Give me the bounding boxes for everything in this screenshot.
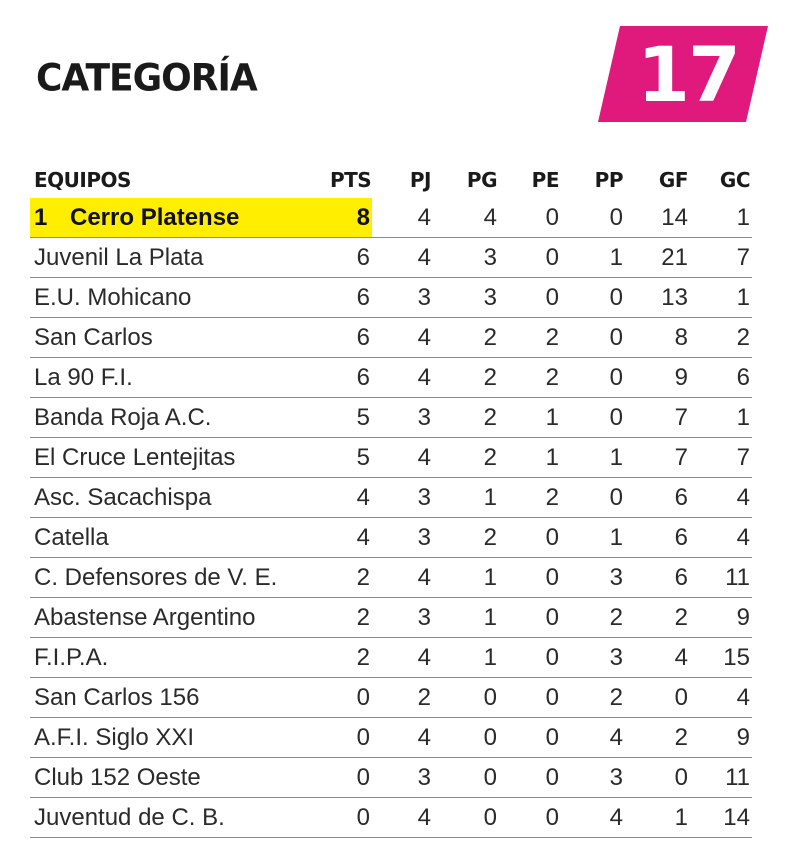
team-name: Juventud de C. B. [34, 803, 225, 831]
pj-cell: 3 [372, 518, 433, 558]
gf-cell: 7 [625, 438, 690, 478]
column-header-pg: PG [466, 168, 497, 192]
pj-cell: 4 [372, 798, 433, 838]
pg-cell: 1 [433, 638, 499, 678]
gf-cell: 14 [625, 198, 690, 238]
pg-cell: 2 [433, 438, 499, 478]
table-row [30, 598, 752, 638]
team-name-cell [30, 278, 330, 318]
team-name: La 90 F.I. [34, 363, 133, 391]
pe-cell: 0 [499, 718, 561, 758]
gc-cell: 9 [690, 598, 752, 638]
gc-cell: 2 [690, 318, 752, 358]
pe-cell: 0 [499, 798, 561, 838]
gf-cell: 21 [625, 238, 690, 278]
pts-cell: 2 [330, 598, 372, 638]
pj-cell: 3 [372, 398, 433, 438]
table-row [30, 478, 752, 518]
pe-cell: 1 [499, 438, 561, 478]
gf-cell: 8 [625, 318, 690, 358]
gc-cell: 7 [690, 438, 752, 478]
team-name: A.F.I. Siglo XXI [34, 723, 195, 751]
team-name: F.I.P.A. [34, 643, 109, 671]
pp-cell: 4 [561, 718, 625, 758]
pg-cell: 0 [433, 758, 499, 798]
gc-cell: 1 [690, 198, 752, 238]
pj-cell: 3 [372, 278, 433, 318]
pts-cell: 6 [330, 238, 372, 278]
gf-cell: 0 [625, 758, 690, 798]
pg-cell: 1 [433, 558, 499, 598]
team-name: San Carlos [34, 323, 153, 351]
pe-cell: 2 [499, 358, 561, 398]
gf-cell: 4 [625, 638, 690, 678]
pts-cell: 6 [330, 278, 372, 318]
pg-cell: 2 [433, 398, 499, 438]
column-header-gf: GF [658, 168, 688, 192]
pj-cell: 3 [372, 478, 433, 518]
team-name-cell [30, 638, 330, 678]
pts-cell: 6 [330, 358, 372, 398]
team-name: E.U. Mohicano [34, 283, 192, 311]
pe-cell: 0 [499, 558, 561, 598]
pg-cell: 1 [433, 598, 499, 638]
team-name: Cerro Platense [70, 203, 240, 231]
team-name-cell [30, 718, 330, 758]
pg-cell: 1 [433, 478, 499, 518]
pg-cell: 0 [433, 678, 499, 718]
pj-cell: 2 [372, 678, 433, 718]
pe-cell: 0 [499, 278, 561, 318]
pg-cell: 2 [433, 318, 499, 358]
pp-cell: 1 [561, 438, 625, 478]
pts-cell: 0 [330, 798, 372, 838]
team-name: C. Defensores de V. E. [34, 563, 278, 591]
category-title: CATEGORÍA [36, 56, 257, 101]
team-name-cell [30, 598, 330, 638]
pp-cell: 1 [561, 238, 625, 278]
table-row [30, 278, 752, 318]
pg-cell: 0 [433, 798, 499, 838]
team-name-cell [30, 398, 330, 438]
pts-cell: 6 [330, 318, 372, 358]
gc-cell: 14 [690, 798, 752, 838]
pts-cell: 2 [330, 558, 372, 598]
gc-cell: 7 [690, 238, 752, 278]
table-row [30, 438, 752, 478]
pe-cell: 1 [499, 398, 561, 438]
team-name-cell [30, 798, 330, 838]
pts-cell: 4 [330, 478, 372, 518]
pp-cell: 2 [561, 678, 625, 718]
team-name: Asc. Sacachispa [34, 483, 212, 511]
pj-cell: 4 [372, 638, 433, 678]
rank-label: 1 [34, 203, 48, 231]
team-name-cell [30, 478, 330, 518]
team-name-cell [30, 358, 330, 398]
column-header-pj: PJ [409, 168, 431, 192]
pe-cell: 0 [499, 598, 561, 638]
pj-cell: 4 [372, 438, 433, 478]
pg-cell: 0 [433, 718, 499, 758]
gc-cell: 4 [690, 518, 752, 558]
pg-cell: 2 [433, 518, 499, 558]
team-name: San Carlos 156 [34, 683, 200, 711]
pts-cell: 0 [330, 678, 372, 718]
pp-cell: 0 [561, 318, 625, 358]
team-name-cell [30, 758, 330, 798]
pp-cell: 0 [561, 398, 625, 438]
pj-cell: 3 [372, 598, 433, 638]
table-row [30, 718, 752, 758]
category-number: 17 [637, 29, 739, 119]
pg-cell: 2 [433, 358, 499, 398]
pe-cell: 2 [499, 318, 561, 358]
team-name-cell [30, 198, 330, 238]
table-row [30, 758, 752, 798]
gc-cell: 6 [690, 358, 752, 398]
pj-cell: 4 [372, 358, 433, 398]
table-row [30, 678, 752, 718]
gf-cell: 1 [625, 798, 690, 838]
gf-cell: 0 [625, 678, 690, 718]
pp-cell: 3 [561, 558, 625, 598]
column-header-pe: PE [531, 168, 559, 192]
team-name-cell [30, 678, 330, 718]
pts-cell: 8 [330, 198, 372, 238]
pj-cell: 4 [372, 558, 433, 598]
team-name-cell [30, 318, 330, 358]
pe-cell: 0 [499, 238, 561, 278]
team-name: Juvenil La Plata [34, 243, 204, 271]
standings-table [30, 162, 752, 838]
gc-cell: 1 [690, 398, 752, 438]
team-name: Club 152 Oeste [34, 763, 201, 791]
pe-cell: 0 [499, 638, 561, 678]
pp-cell: 2 [561, 598, 625, 638]
gc-cell: 4 [690, 478, 752, 518]
pts-cell: 5 [330, 398, 372, 438]
pp-cell: 3 [561, 638, 625, 678]
pp-cell: 0 [561, 358, 625, 398]
table-header-row [30, 162, 752, 198]
team-name: Catella [34, 523, 109, 551]
table-row [30, 238, 752, 278]
column-header-equipos: EQUIPOS [34, 168, 131, 192]
gf-cell: 6 [625, 558, 690, 598]
gc-cell: 9 [690, 718, 752, 758]
pe-cell: 0 [499, 518, 561, 558]
gf-cell: 2 [625, 598, 690, 638]
gc-cell: 11 [690, 558, 752, 598]
column-header-pts: PTS [330, 168, 372, 192]
pts-cell: 5 [330, 438, 372, 478]
pg-cell: 3 [433, 238, 499, 278]
pj-cell: 4 [372, 718, 433, 758]
pj-cell: 4 [372, 318, 433, 358]
team-name-cell [30, 518, 330, 558]
table-row [30, 638, 752, 678]
team-name-cell [30, 438, 330, 478]
gf-cell: 7 [625, 398, 690, 438]
gf-cell: 2 [625, 718, 690, 758]
pg-cell: 3 [433, 278, 499, 318]
table-row [30, 318, 752, 358]
pp-cell: 0 [561, 198, 625, 238]
table-row [30, 358, 752, 398]
pp-cell: 0 [561, 478, 625, 518]
gf-cell: 6 [625, 478, 690, 518]
pj-cell: 4 [372, 198, 433, 238]
pp-cell: 1 [561, 518, 625, 558]
gc-cell: 1 [690, 278, 752, 318]
team-name: Abastense Argentino [34, 603, 256, 631]
gf-cell: 13 [625, 278, 690, 318]
pts-cell: 0 [330, 718, 372, 758]
pe-cell: 2 [499, 478, 561, 518]
pe-cell: 0 [499, 198, 561, 238]
pp-cell: 3 [561, 758, 625, 798]
pj-cell: 3 [372, 758, 433, 798]
category-badge [598, 26, 768, 122]
pe-cell: 0 [499, 758, 561, 798]
team-name-cell [30, 558, 330, 598]
standings-body [30, 198, 752, 838]
team-name-cell [30, 238, 330, 278]
pp-cell: 4 [561, 798, 625, 838]
table-row [30, 518, 752, 558]
pp-cell: 0 [561, 278, 625, 318]
column-header-pp: PP [594, 168, 623, 192]
gc-cell: 4 [690, 678, 752, 718]
pg-cell: 4 [433, 198, 499, 238]
table-row [30, 198, 752, 238]
table-row [30, 798, 752, 838]
pj-cell: 4 [372, 238, 433, 278]
pts-cell: 4 [330, 518, 372, 558]
table-row [30, 398, 752, 438]
pe-cell: 0 [499, 678, 561, 718]
gc-cell: 15 [690, 638, 752, 678]
gf-cell: 9 [625, 358, 690, 398]
table-row [30, 558, 752, 598]
team-name: El Cruce Lentejitas [34, 443, 236, 471]
gf-cell: 6 [625, 518, 690, 558]
column-header-gc: GC [719, 168, 750, 192]
gc-cell: 11 [690, 758, 752, 798]
team-name: Banda Roja A.C. [34, 403, 212, 431]
pts-cell: 0 [330, 758, 372, 798]
pts-cell: 2 [330, 638, 372, 678]
